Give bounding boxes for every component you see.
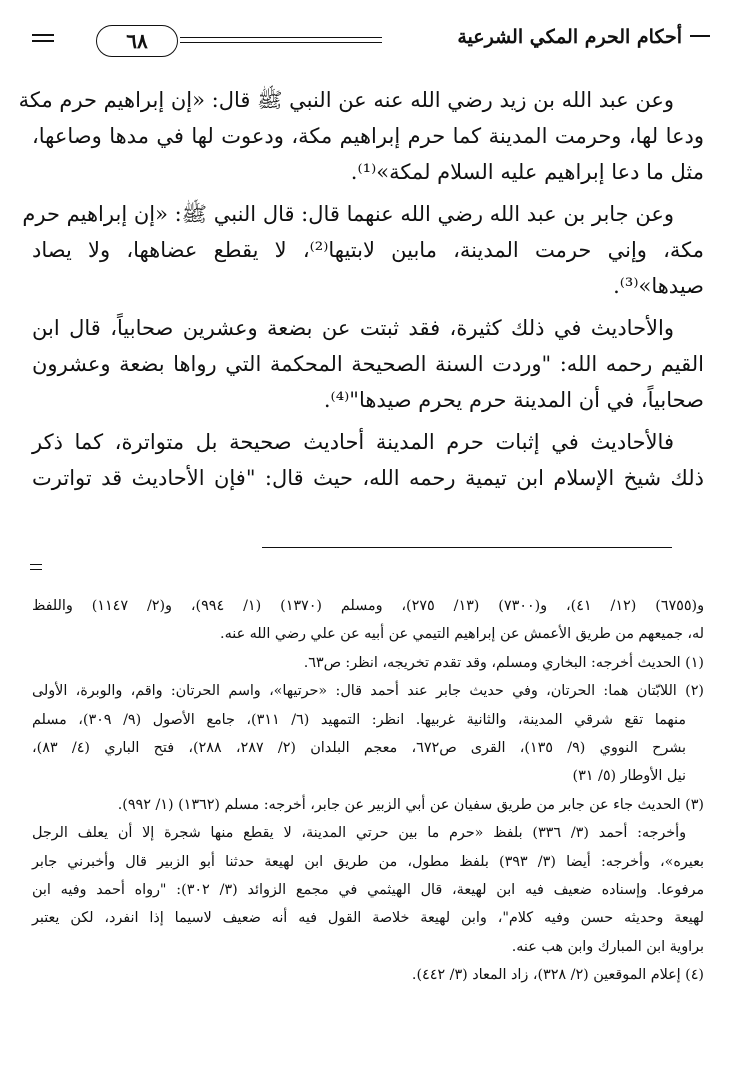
footnote-line: مرفوعا. وإسناده ضعيف فيه ابن لهيعة، قال الهيثمي في مجمع الزوائد (٣/ ٣٠٢): "رواه أحمد وفيه ابن [32, 881, 704, 898]
text-line: ذلك شيخ الإسلام ابن تيمية رحمه الله، حيث قال: "فإن الأحاديث قد تواترت [32, 466, 704, 490]
header-rule-bottom [180, 42, 382, 43]
text-line: وعن جابر بن عبد الله رضي الله عنهما قال: قال النبي ﷺ: «إن إبراهيم حرم [22, 202, 674, 226]
footnote-4: (٤) إعلام الموقعين (٢/ ٣٢٨)، زاد المعاد (٣/ ٤٤٢). [411, 967, 704, 984]
text-line: مثل ما دعا إبراهيم عليه السلام لمكة»⁽¹⁾. [350, 160, 704, 184]
footnote-line: وأخرجه: أحمد (٣/ ٣٣٦) بلفظ «حرم ما بين حرتي المدينة، لا يقطع منها شجرة إلا أن يعلف الرجل [32, 825, 686, 842]
footnote-line: نيل الأوطار (٥/ ٣١) [572, 768, 686, 785]
footnote-line: له، جميعهم من طريق الأعمش عن إبراهيم التيمي عن أبيه عن علي رضي الله عنه. [220, 626, 704, 643]
text-line: وعن عبد الله بن زيد رضي الله عنه عن النبي ﷺ قال: «إن إبراهيم حرم مكة [18, 88, 674, 112]
footnote-line: بشرح النووي (٩/ ١٣٥)، القرى ص٦٧٢، معجم البلدان (٢/ ٢٨٧، ٢٨٨)، فتح الباري (٤/ ٨٣)، [32, 739, 686, 756]
text-line: مكة، وإني حرمت المدينة، مابين لابتيها⁽²⁾، لا يقطع عضاهها، ولا يصاد [32, 238, 705, 262]
footnote-line: منهما تقع شرقي المدينة، والثانية غربيها. انظر: التمهيد (٦/ ٣١١)، جامع الأصول (٩/ ٣٠٩)، مسلم [32, 711, 686, 728]
footnote-line: لهيعة وحديثه حسن وفيه كلام"، وابن لهيعة خلاصة القول فيه أنه ضعيف لاسيما إذا انفرد، لكن يعتبر [32, 910, 704, 927]
page-header [30, 20, 710, 60]
text-line: القيم رحمه الله: "وردت السنة الصحيحة المحكمة التي رواها بضعة وعشرون [32, 352, 704, 376]
main-text [18, 82, 705, 496]
text-line: والأحاديث في ذلك كثيرة، فقد ثبتت عن بضعة وعشرين صحابياً، قال ابن [32, 316, 674, 340]
header-dash-bottom [32, 40, 54, 42]
text-line: صيدها»⁽³⁾. [613, 274, 704, 298]
footnotes [32, 592, 704, 989]
continuation-mark [30, 564, 42, 574]
text-line: صحابياً، في أن المدينة حرم يحرم صيدها"⁽⁴⁾. [323, 388, 704, 412]
footnote-line: بعيره»، وأخرجه: أيضا (٣/ ٣٩٣) بلفظ مطول، من طريق ابن لهيعة حدثنا أبو الزبير قال وأخبرني جابر [32, 853, 704, 870]
page-number: ٦٨ [96, 25, 178, 57]
footnote-2: (٢) اللابّتان هما: الحرتان، وفي حديث جابر عند أحمد قال: «حرتيها»، واسم الحرتان: واقم، والوبرة، الأولى [32, 683, 704, 700]
text-line: فالأحاديث في إثبات حرم المدينة أحاديث صحيحة بل متواترة، كما ذكر [32, 430, 674, 454]
text-line: ودعا لها، وحرمت المدينة كما حرم إبراهيم مكة، ودعوت لها في مدها وصاعها، [32, 124, 704, 148]
footnote-separator [262, 547, 672, 548]
running-title: أحكام الحرم المكي الشرعية [457, 26, 710, 48]
footnote-1: (١) الحديث أخرجه: البخاري ومسلم، وقد تقدم تخريجه، انظر: ص٦٣. [303, 654, 704, 671]
header-dash-top [32, 34, 54, 36]
footnote-3: (٣) الحديث جاء عن جابر من طريق سفيان عن أبي الزبير عن جابر، أخرجه: مسلم (١٣٦٢) (١/ ٩٩٢). [117, 796, 704, 813]
footnote-line: و(٦٧٥٥) (١٢/ ٤١)، و(٧٣٠٠) (١٣/ ٢٧٥)، ومسلم (١٣٧٠) (١/ ٩٩٤)، و(٢/ ١١٤٧) واللفظ [32, 598, 705, 614]
header-rule-top [180, 37, 382, 38]
footnote-line: براوية ابن المبارك وابن هب عنه. [511, 938, 704, 955]
